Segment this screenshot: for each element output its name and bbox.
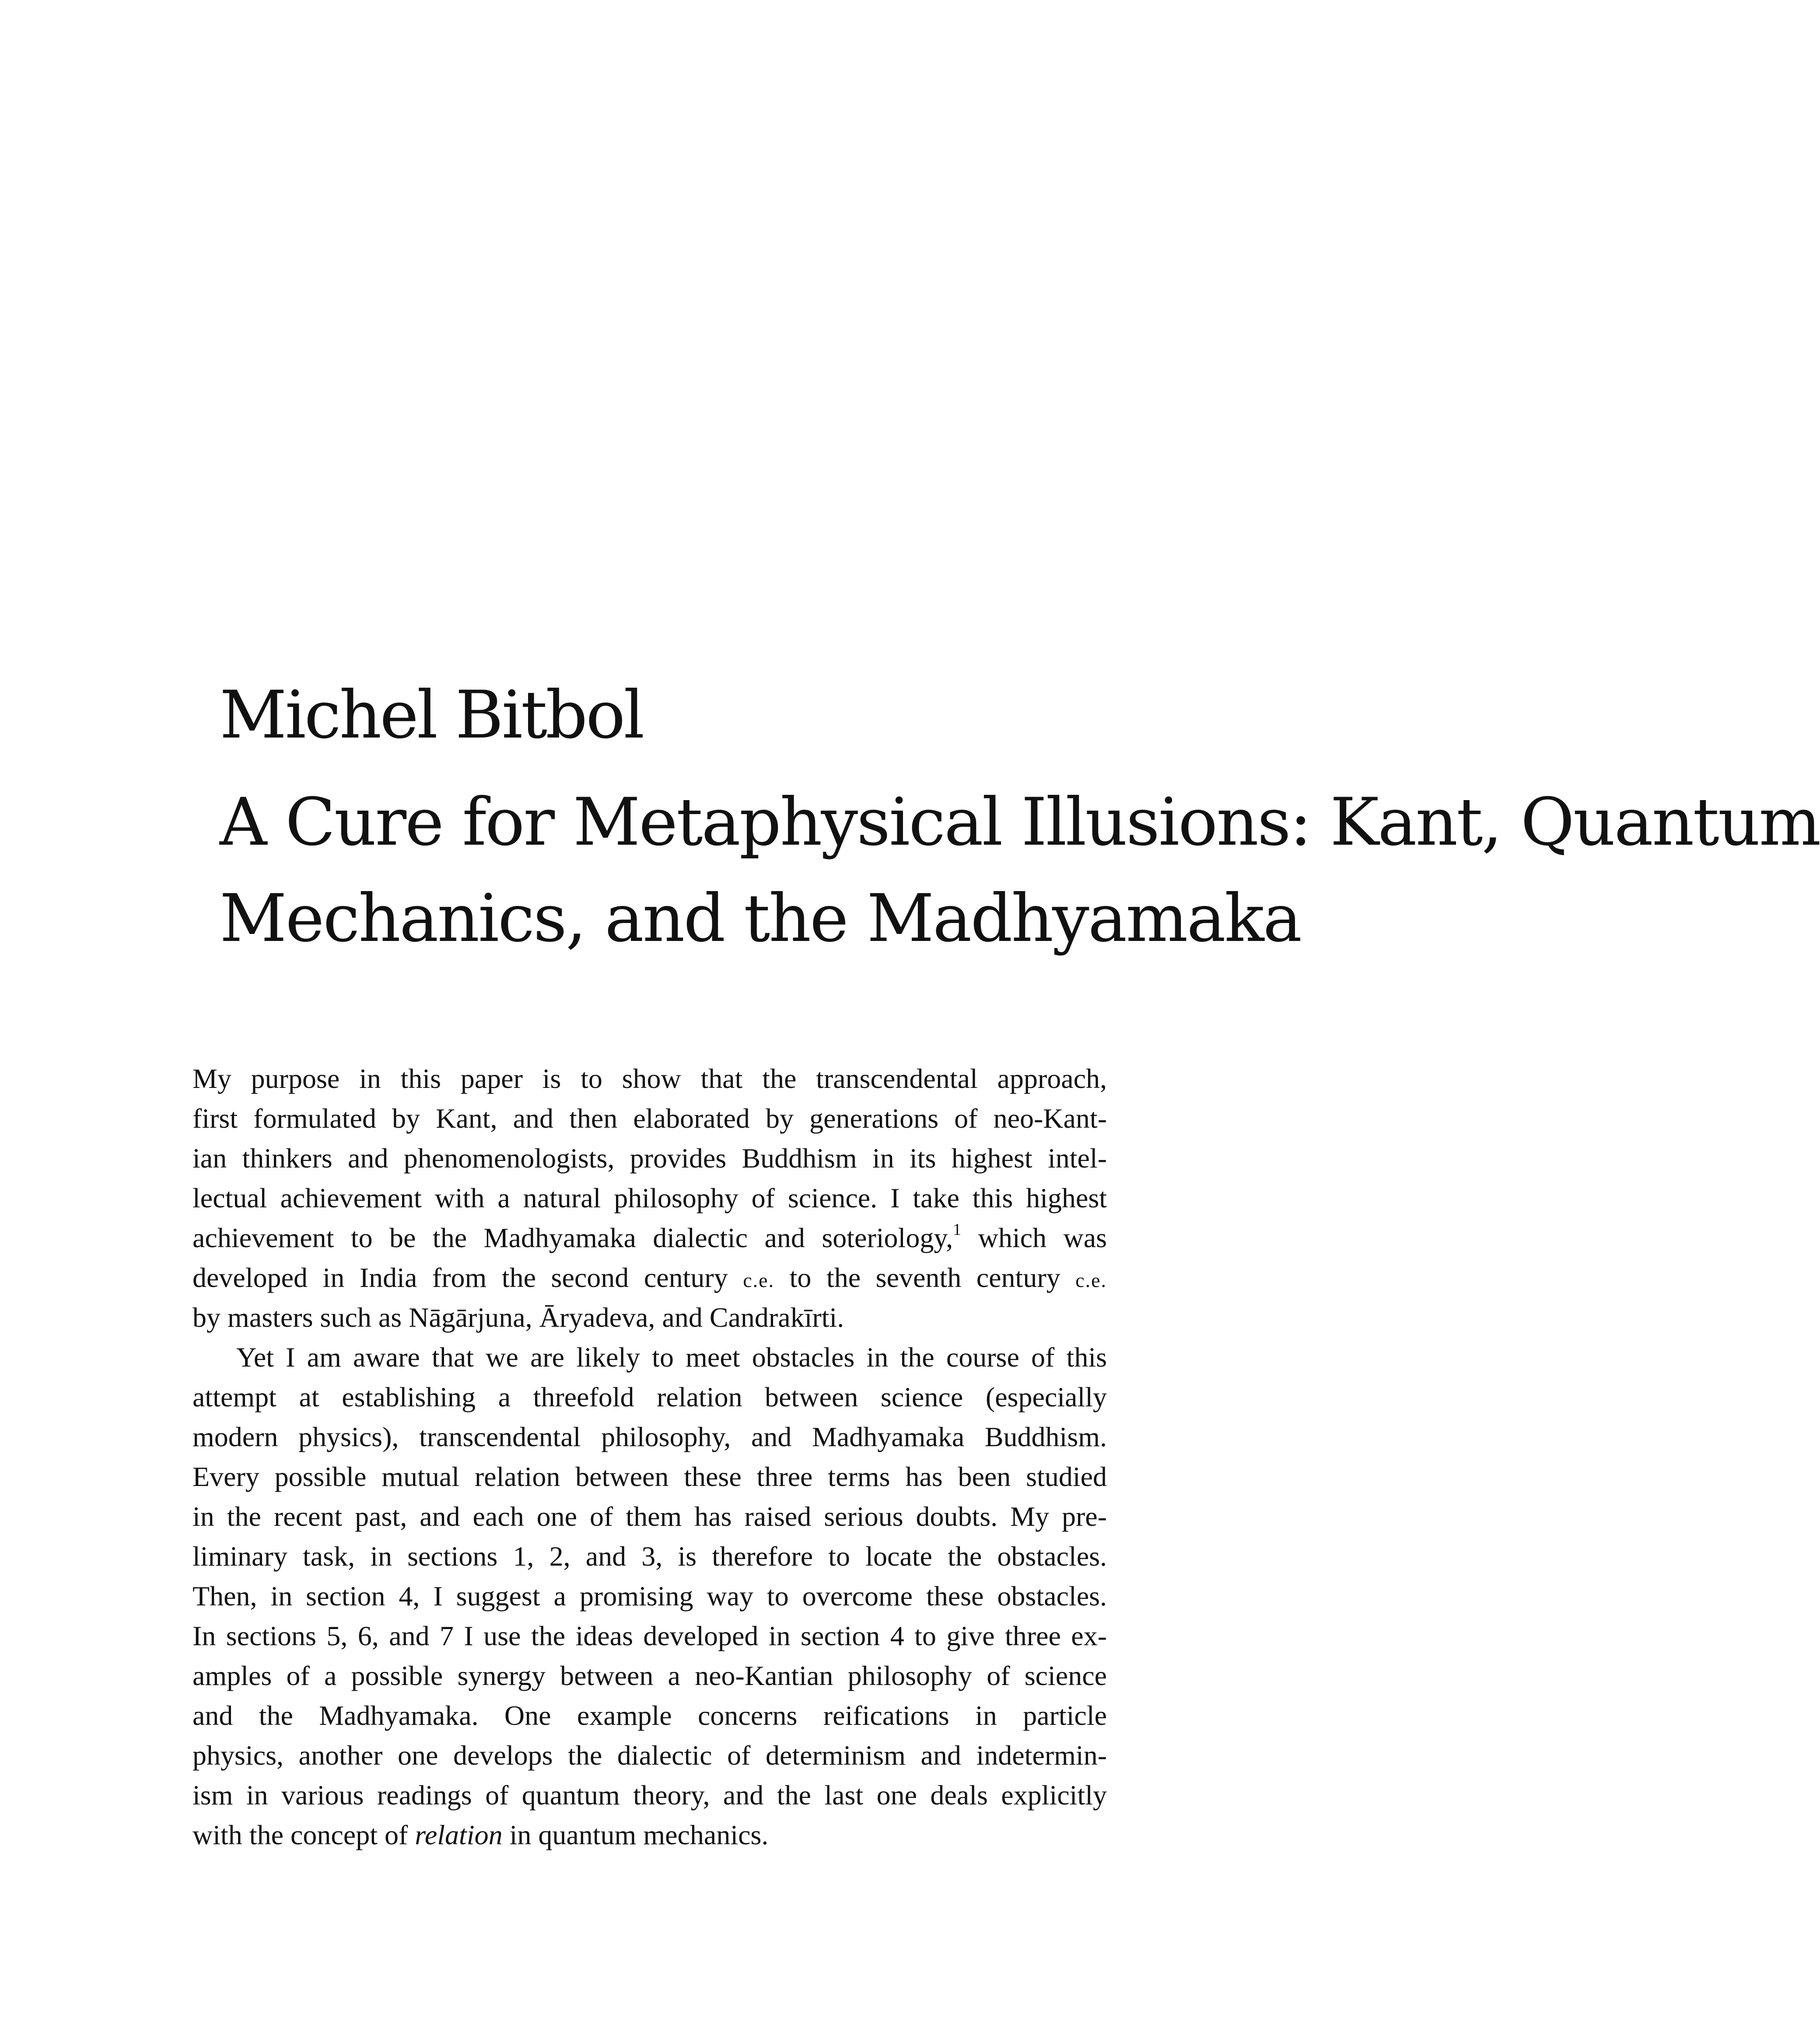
text-line: liminary task, in sections 1, 2, and 3, is therefore to locate the obstacles.	[192, 1541, 1107, 1572]
text-line: My purpose in this paper is to show that the transcendental approach,	[192, 1063, 1107, 1094]
text-line: modern physics), transcendental philosophy, and Madhyamaka Buddhism.	[192, 1421, 1107, 1452]
author-name: Michel Bitbol	[220, 677, 643, 753]
chapter-title	[220, 774, 1820, 967]
text-fragment: which was	[961, 1222, 1107, 1253]
paragraph-2	[192, 1337, 1107, 1855]
emphasis: relation	[415, 1819, 503, 1850]
text-line: attempt at establishing a threefold relation between science (especially	[192, 1381, 1107, 1413]
text-line: ian thinkers and phenomenologists, provides Buddhism in its highest intel-	[192, 1143, 1107, 1174]
era-abbreviation: c.e.	[743, 1269, 775, 1291]
paragraph-1	[192, 1059, 1107, 1337]
text-line: lectual achievement with a natural philosophy of science. I take this highest	[192, 1182, 1107, 1213]
text-line: physics, another one develops the dialectic of determinism and indetermin-	[192, 1740, 1107, 1771]
text-line: and the Madhyamaka. One example concerns reifications in particle	[192, 1700, 1107, 1731]
text-line: Then, in section 4, I suggest a promising way to overcome these obstacles.	[192, 1580, 1107, 1612]
era-abbreviation: c.e.	[1075, 1269, 1107, 1291]
text-line	[192, 1815, 1107, 1855]
footnote-marker[interactable]: 1	[953, 1220, 962, 1239]
text-fragment: achievement to be the Madhyamaka dialectic and soteriology,	[192, 1222, 953, 1253]
text-fragment: to the seventh century	[774, 1262, 1076, 1293]
body-text	[192, 1059, 1107, 1855]
text-line: by masters such as Nāgārjuna, Āryadeva, and Candrakīrti.	[192, 1302, 844, 1333]
text-fragment: with the concept of	[192, 1819, 415, 1850]
chapter-title-line-2: Mechanics, and the Madhyamaka	[220, 881, 1301, 957]
text-line: Every possible mutual relation between these three terms has been studied	[192, 1461, 1107, 1492]
text-line	[192, 1218, 1107, 1258]
text-line: first formulated by Kant, and then elaborated by generations of neo-Kant-	[192, 1103, 1107, 1134]
text-fragment: developed in India from the second century	[192, 1262, 743, 1293]
text-line: In sections 5, 6, and 7 I use the ideas developed in section 4 to give three ex-	[192, 1620, 1107, 1651]
text-fragment: in quantum mechanics.	[502, 1819, 769, 1850]
text-line: Yet I am aware that we are likely to meet obstacles in the course of this	[236, 1342, 1107, 1373]
text-line: in the recent past, and each one of them has raised serious doubts. My pre-	[192, 1501, 1107, 1532]
chapter-title-line-1: A Cure for Metaphysical Illusions: Kant, Quantum	[220, 784, 1820, 860]
text-line	[192, 1258, 1107, 1297]
text-line: amples of a possible synergy between a neo-Kantian philosophy of science	[192, 1660, 1107, 1691]
text-line: ism in various readings of quantum theory, and the last one deals explicitly	[192, 1780, 1107, 1811]
